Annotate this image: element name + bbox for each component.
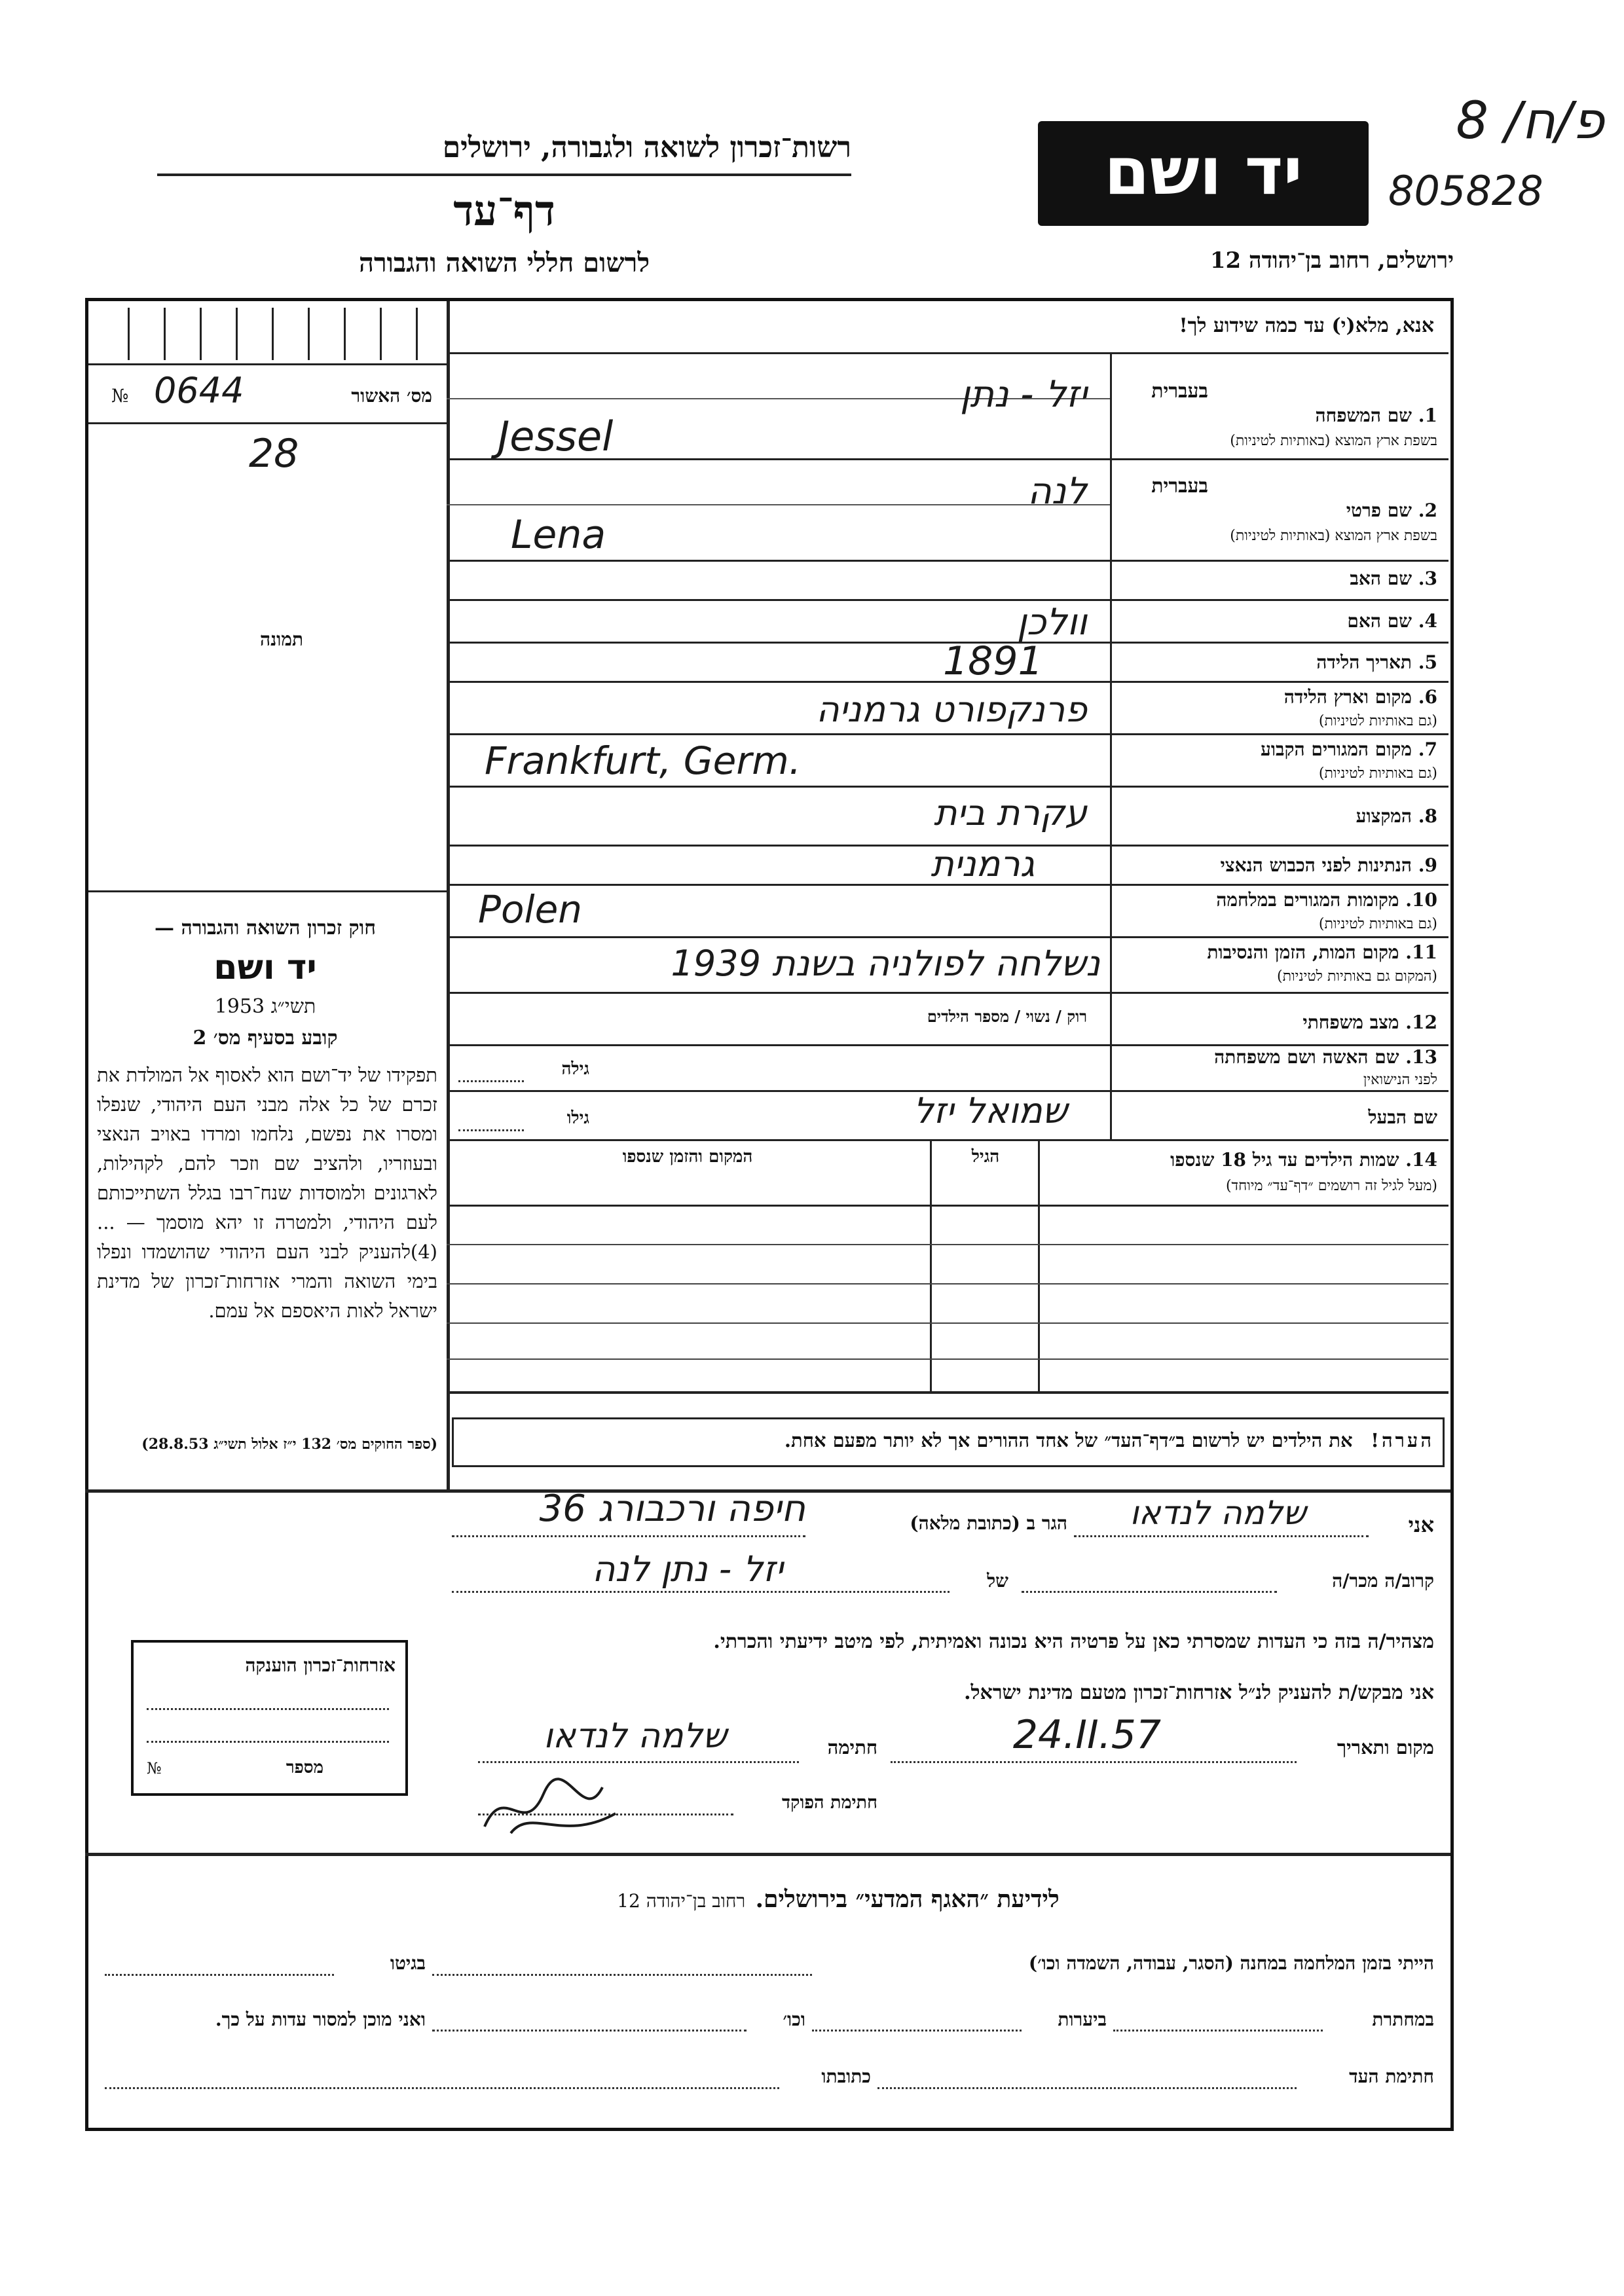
row12-label: 12. מצב משפחתי (1302, 1011, 1437, 1033)
row1-label: 1. שם המשפחה (1315, 405, 1437, 426)
citizenship-line-2 (147, 1741, 389, 1743)
approval-no-label: מס׳ האשור (351, 385, 432, 407)
row11-sub: (המקום גם באותיות לטיניות) (1277, 968, 1437, 985)
footer-line2-dots-2 (812, 2030, 1022, 2032)
approval-no-value[interactable]: 0644 (154, 370, 244, 411)
citizenship-number-sign: № (147, 1759, 162, 1777)
children-divider-names (1038, 1139, 1040, 1391)
footer-line1-b: בגיטו (390, 1952, 426, 1974)
handwritten-ref-1: פ/ח/ 8 (1456, 92, 1604, 151)
yad-vashem-logo (1038, 121, 1369, 226)
children-note: (מעל לגיל זה רושמים ״דף־עד״ מיוחד) (1225, 1178, 1437, 1194)
row11-label: 11. מקום המות, הזמן והנסיבות (1207, 941, 1437, 963)
declarant-name-value[interactable]: שלמה לנדאו (1130, 1494, 1306, 1532)
birth-place-value[interactable]: פרנקפורט גרמניה (816, 689, 1087, 730)
declaration-text: מצהיר/ה בזה כי העדות שמסרתי כאן על פרטיה היא נכונה ואמיתית, לפי מיטב ידיעתי והכרתי. (713, 1630, 1434, 1653)
law-text: תפקידו של יד־ושם הוא לאסוף אל המולדת את זכרם של כל אלה מבני העם היהודי, שנפלו ומסרו את נפשם, נלחמו ומרדו באויב הנאצי ובעוזריו, ולהציב שם וזכר להם, לקהילות, לארגונים ולמוסדות שנח־רבו בגלל השתייכותם לעם היהודי, ולמטרה זו יהא מוסמך — ...(4)להעניק לבני העם היהודי שהושמדו ונפלו בימי השואה והמרי אזרחות־זכרון של מדינת ישראל לאות היאספם אל עמם. (97, 1064, 437, 1322)
footer-line2-d: ואני מוכן למסור עדות על כך. (215, 2009, 426, 2030)
husband-label: שם הבעל (1368, 1106, 1437, 1128)
place-date-line (891, 1761, 1297, 1763)
authority-title: רשות־זכרון לשואה ולגבורה, ירושלים (442, 131, 851, 164)
signature-line (478, 1761, 799, 1763)
form-title: דף־עד (453, 187, 555, 236)
of-value[interactable]: יזל - נתן לנה (592, 1548, 783, 1590)
intro-line (447, 352, 1449, 354)
row2-sub: בשפת ארץ המוצא (באותיות לטיניות) (1230, 528, 1437, 544)
first-name-latin[interactable]: Lena (511, 512, 606, 558)
declarant-i-label: אני (1408, 1512, 1434, 1537)
row2-label: 2. שם פרטי (1346, 500, 1437, 521)
label-column-divider (1110, 354, 1112, 1139)
footer-line1-end (105, 1974, 334, 1976)
husband-name-value[interactable]: שמואל יזל (913, 1090, 1067, 1131)
row6-sub: (גם באותיות לטיניות) (1318, 713, 1437, 729)
remark-label: הערה! (1371, 1429, 1434, 1451)
form-subtitle: לרשום חללי השואה והגבורה (358, 247, 650, 278)
children-divider-age (930, 1139, 932, 1391)
row7-sub: (גם באותיות לטיניות) (1318, 765, 1437, 782)
row3-label: 3. שם האב (1350, 568, 1437, 589)
citizenship-title: אזרחות־זכרון הוענקה (245, 1654, 396, 1676)
law-top-line (88, 890, 447, 892)
approval-no-suffix: 28 (249, 431, 299, 477)
footer-line2-c: וכו׳ (783, 2009, 805, 2030)
official-signature-label: חתימת הפוקד (782, 1793, 877, 1813)
children-header-line (447, 1205, 1449, 1207)
footer-attention-text: לידיעת ״האגף המדעי״ בירושלים. (755, 1886, 1060, 1913)
footer-line3-dots-2 (105, 2087, 779, 2089)
nationality-value[interactable]: גרמנית (931, 843, 1035, 884)
footer-line2-dots-3 (432, 2030, 747, 2032)
footer-attention (498, 1886, 1179, 1913)
footer-line1-dots (432, 1974, 812, 1976)
row6-label: 6. מקום וארץ הלידה (1283, 686, 1437, 708)
remark (458, 1429, 1434, 1452)
declarant-name-line (1074, 1535, 1369, 1537)
in-hebrew-2: בעברית (1151, 475, 1208, 498)
address-line (452, 1535, 805, 1537)
footer-line2-b: ביערות (1058, 2009, 1107, 2030)
footer-line3-dots-1 (877, 2087, 1297, 2089)
law-title: חוק זכרון השואה והגבורה — (155, 917, 376, 939)
age-label-husband: גילו (566, 1108, 589, 1128)
row10-sub: (גם באותיות לטיניות) (1318, 916, 1437, 932)
relative-line (1022, 1591, 1277, 1593)
mother-name-value[interactable]: וולכן (1016, 601, 1087, 644)
of-line (452, 1591, 950, 1593)
authority-underline (157, 173, 851, 176)
marital-options: רוק / נשוי / מספר הילדים (927, 1007, 1087, 1026)
age-husband-line (458, 1129, 524, 1131)
profession-value[interactable]: עקרת בית (933, 792, 1087, 833)
row13-sub: לפני הנישואין (1363, 1072, 1437, 1088)
children-bottom-line (447, 1391, 1449, 1394)
in-hebrew-1: בעברית (1151, 380, 1208, 403)
footer-line3-b: כתובתו (821, 2066, 871, 2087)
law-clause: קובע בסעיף מס׳ 2 (193, 1027, 338, 1049)
row9-label: 9. הנתינות לפני הכבוש הנאצי (1220, 854, 1437, 876)
wartime-residence-value[interactable]: Polen (478, 887, 583, 932)
header-address: ירושלים, רחוב בן־יהודה 12 (1209, 247, 1454, 274)
relative-label: קרוב/ה מכר/ה (1332, 1570, 1434, 1592)
first-name-hebrew[interactable]: לנה (1027, 470, 1087, 513)
row10-label: 10. מקומות המגורים במלחמה (1216, 889, 1437, 911)
approval-bottom-line (88, 422, 447, 424)
footer-section-line (85, 1853, 1450, 1856)
footer-line2-dots-1 (1113, 2030, 1323, 2032)
death-circumstances-value[interactable]: נשלחה לפולניה בשנת 1939 (671, 943, 1100, 984)
signature-value[interactable]: שלמה לנדאו (544, 1717, 727, 1756)
of-label: של (987, 1570, 1008, 1592)
photo-area (98, 458, 432, 877)
family-name-latin[interactable]: Jessel (498, 412, 614, 460)
logo-text: יד ושם (1104, 133, 1302, 210)
residence-value[interactable]: Frankfurt, Germ. (485, 738, 802, 783)
footer-address: רחוב בן־יהודה 12 (617, 1890, 746, 1912)
declarant-address-value[interactable]: חיפה ורכבורג 36 (539, 1487, 805, 1530)
approval-top-line (88, 363, 447, 365)
footer-line3-a: חתימת העד (1349, 2066, 1434, 2087)
resides-label: הגר ב (כתובת מלאה) (910, 1512, 1067, 1534)
footer-line2-a: במחתרת (1372, 2009, 1434, 2030)
law-name: יד ושם (213, 948, 317, 987)
footer-line1-a: הייתי בזמן המלחמה במחנה (הסגר, עבודה, השמדה וכו׳) (1028, 1952, 1434, 1974)
children-place-header: המקום והזמן שנספו (622, 1147, 753, 1167)
left-column-divider (447, 301, 450, 1489)
birth-date-value[interactable]: 1891 (943, 638, 1043, 684)
citizenship-number-label: מספר (286, 1758, 323, 1777)
approval-no-sign: № (111, 385, 129, 407)
official-signature-scribble (471, 1768, 629, 1846)
citizenship-box (131, 1640, 408, 1796)
place-date-value[interactable]: 24.II.57 (1012, 1712, 1162, 1758)
age-wife-line (458, 1080, 524, 1082)
row1-sub: בשפת ארץ המוצא (באותיות לטיניות) (1230, 433, 1437, 449)
place-date-label: מקום ותאריך (1337, 1736, 1434, 1758)
row13-label: 13. שם האשה ושם משפחתה (1214, 1046, 1437, 1068)
signature-label: חתימה (827, 1736, 877, 1758)
children-title: 14. שמות הילדים עד גיל 18 שנספו (1170, 1149, 1437, 1171)
citizenship-line-1 (147, 1708, 389, 1710)
form-intro: אנא, מלא(י) עד כמה שידוע לך! (1179, 314, 1434, 337)
row5-label: 5. תאריך הלידה (1316, 651, 1437, 673)
request-text: אני מבקש/ת להעניק לנ״ל אזרחות־זכרון מטעם מדינת ישראל. (964, 1681, 1434, 1704)
row4-label: 4. שם האם (1347, 610, 1437, 632)
remark-text: את הילדים יש לרשום ב״דף־העד״ של אחד ההורים אך לא יותר מפעם אחת. (784, 1429, 1353, 1451)
age-label-wife: גילה (561, 1059, 589, 1079)
children-age-header: הגיל (971, 1147, 1000, 1167)
row8-label: 8. המקצוע (1356, 805, 1437, 827)
family-name-hebrew[interactable]: יזל - נתן (959, 373, 1087, 416)
law-reference: (ספר החוקים מס׳ 132 י״ז אלול תשי״ג 28.8.53) (141, 1436, 437, 1453)
law-year: תשי״ג 1953 (214, 995, 316, 1018)
handwritten-ref-2: 805828 (1388, 167, 1543, 215)
row7-label: 7. מקום המגורים הקבוע (1261, 738, 1437, 760)
photo-label: תמונה (259, 629, 304, 650)
